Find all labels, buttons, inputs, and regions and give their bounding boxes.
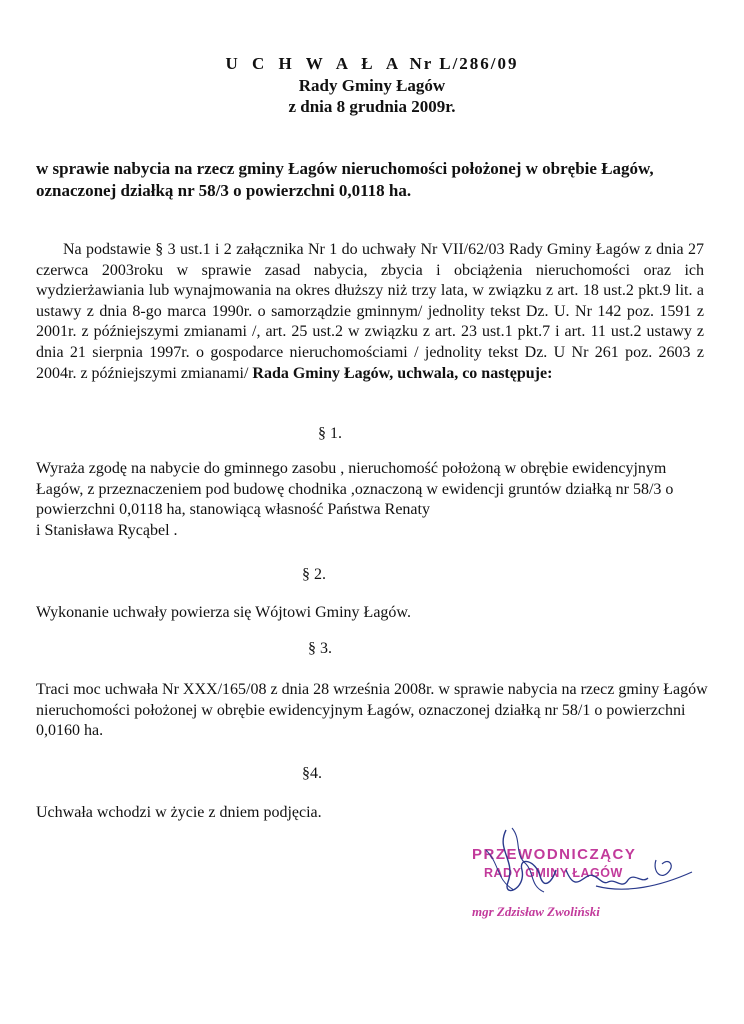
section-1-text-main: Wyraża zgodę na nabycie do gminnego zasobu , nieruchomość położoną w obrębie ewidencyjnym Łagów, z przeznaczeniem pod budowę chodnika ,oznaczoną w ewidencji gruntów działką nr 58/3 o powierzchni 0,0118 ha, stanowiącą własność Państwa Renaty	[36, 460, 674, 519]
legal-basis-text: Na podstawie § 3 ust.1 i 2 załącznika Nr 1 do uchwały Nr VII/62/03 Rady Gminy Łagów z dnia 27 czerwca 2003roku w sprawie zasad nabycia, zbycia i obciążenia nieruchomości oraz ich wydzierżawiania lub wynajmowania na okres dłuższy niż trzy lata, w związku z art. 18 ust.2 pkt.9 lit. a ustawy z dnia 8-go marca 1990r. o samorządzie gminnym/ jednolity tekst Dz. U. Nr 142 poz. 1591 z 2001r. z późniejszymi zmianami /, art. 25 ust.2 w związku z art. 23 ust.1 pkt.7 i art. 11 ust.2 ustawy z dnia 21 sierpnia 1997r. o gospodarce nieruchomościami / jednolity tekst Dz. U Nr 261 poz. 2603 z 2004r. z późniejszymi zmianami/	[36, 241, 704, 382]
section-3-heading: § 3.	[308, 640, 332, 657]
stamp-council-name: RADY GMINY ŁAGÓW	[484, 866, 623, 880]
stamp-chairman-name: mgr Zdzisław Zwoliński	[472, 904, 600, 919]
stamp-title: PRZEWODNICZĄCY	[472, 846, 637, 863]
section-4-heading: §4.	[302, 765, 322, 782]
resolution-word: U C H W A Ł A	[225, 54, 404, 73]
section-2-heading: § 2.	[302, 566, 326, 583]
legal-basis-resolution-clause: Rada Gminy Łagów, uchwala, co następuje:	[252, 364, 553, 382]
section-4-text: Uchwała wchodzi w życie z dniem podjęcia.	[36, 804, 322, 821]
legal-basis-paragraph	[36, 240, 704, 384]
section-1-text	[36, 459, 704, 541]
resolution-number	[0, 54, 744, 74]
section-2-text: Wykonanie uchwały powierza się Wójtowi Gminy Łagów.	[36, 604, 411, 621]
section-1-text-owners: i Stanisława Rycąbel .	[36, 521, 178, 539]
issuing-body: Rady Gminy Łagów	[298, 76, 446, 95]
section-3-text: Traci moc uchwała Nr XXX/165/08 z dnia 28 września 2008r. w sprawie nabycia na rzecz gminy Łagów nieruchomości położonej w obrębie ewidencyjnym Łagów, oznaczonej działką nr 58/1 o powierzchni 0,0160 ha.	[36, 681, 708, 740]
resolution-date: z dnia 8 grudnia 2009r.	[288, 97, 456, 116]
resolution-subject	[36, 158, 716, 202]
subject-line-2: oznaczonej działką nr 58/3 o powierzchni 0,0118 ha.	[36, 181, 412, 200]
subject-line-1: w sprawie nabycia na rzecz gminy Łagów nieruchomości położonej w obrębie Łagów,	[36, 159, 654, 178]
section-1-heading: § 1.	[318, 425, 342, 442]
handwritten-signature	[456, 820, 706, 940]
chairman-stamp-signature	[456, 820, 706, 940]
resolution-number-value: Nr L/286/09	[409, 54, 519, 73]
